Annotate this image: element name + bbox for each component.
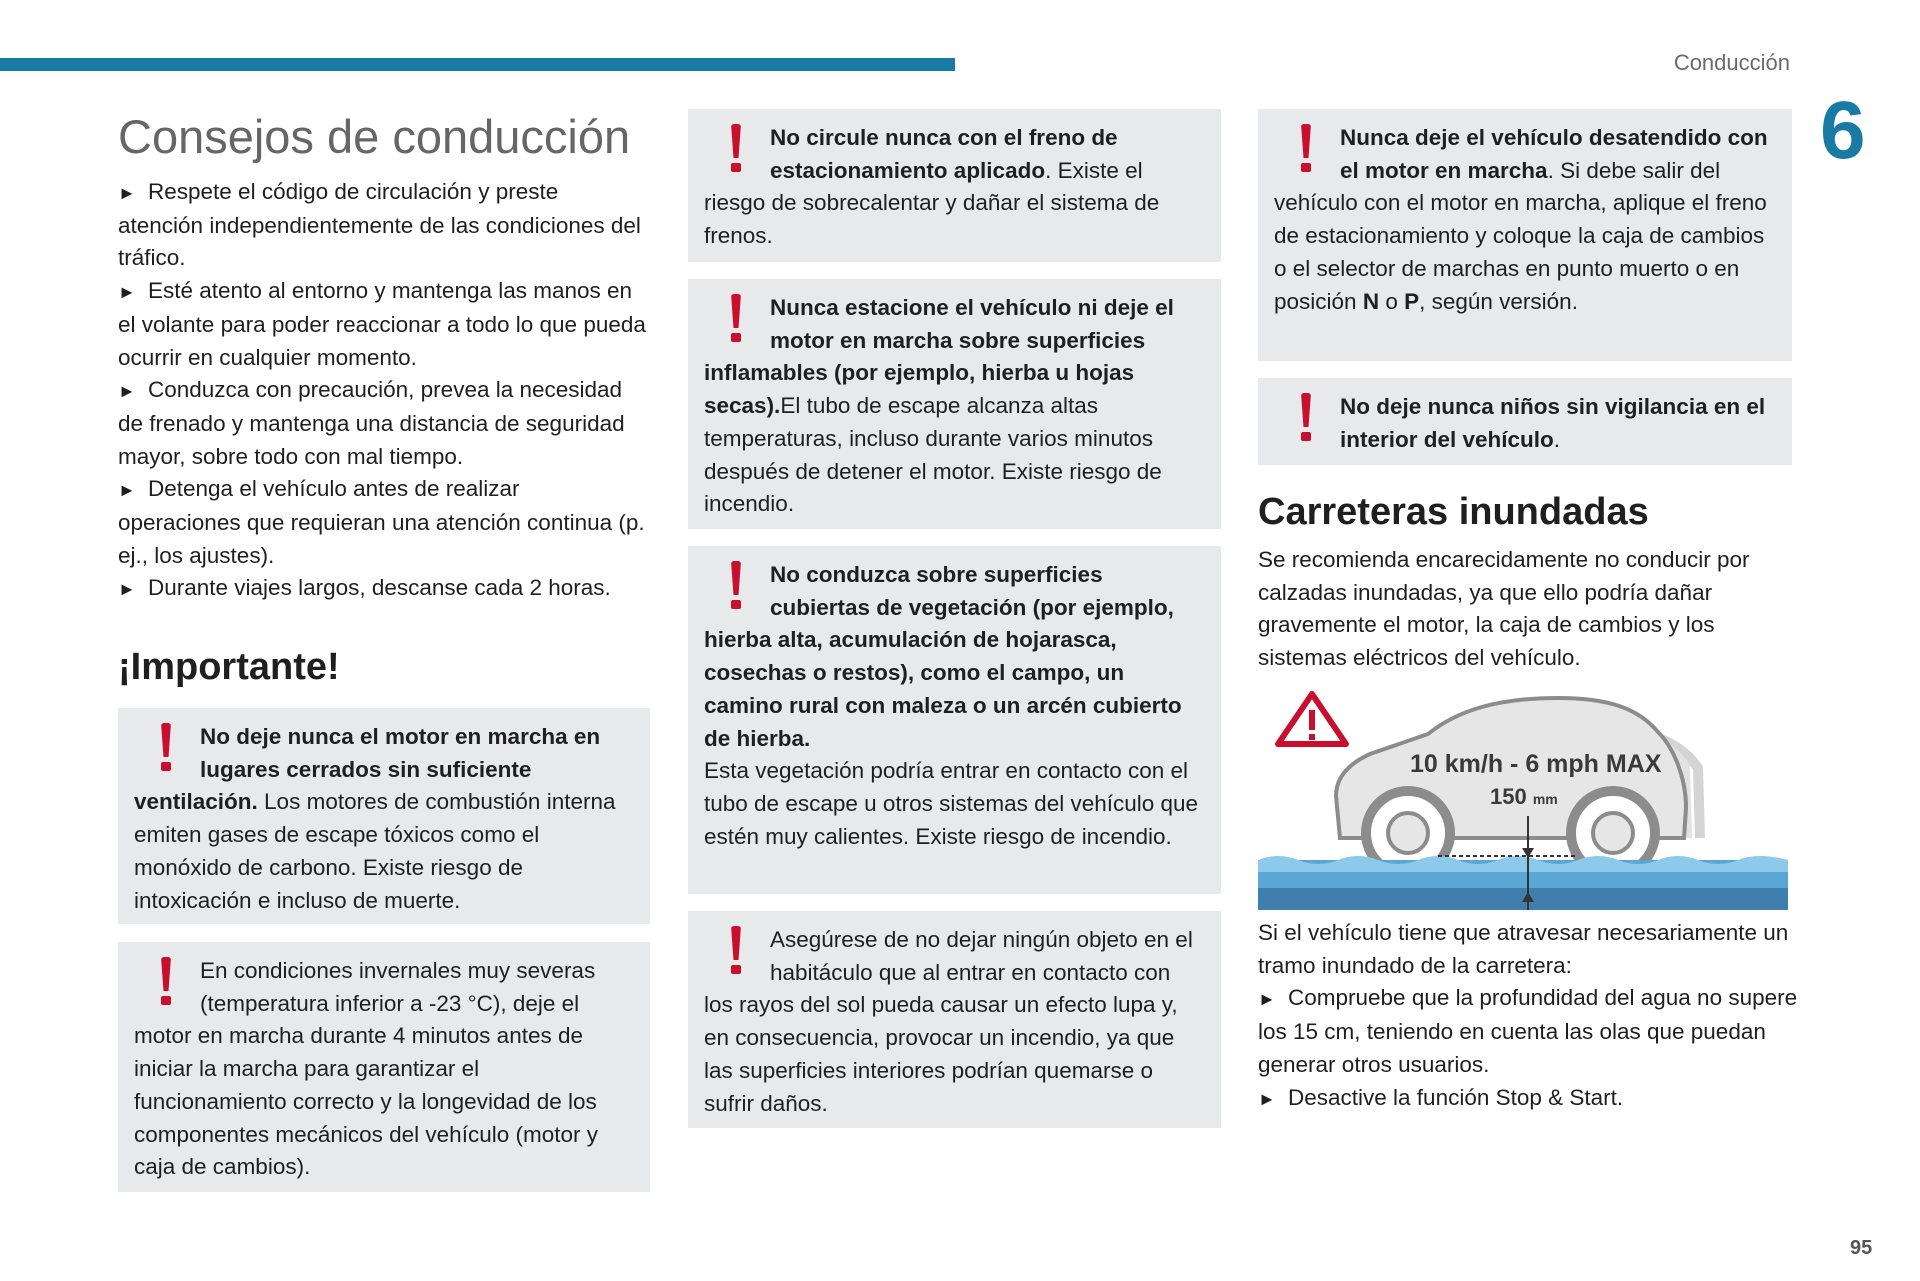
important-heading: ¡Importante! (118, 646, 340, 688)
list-item: ► Conduzca con precaución, prevea la necesidad de frenado y mantenga una distancia de seguridad mayor, sobre todo con mal tiempo. (118, 377, 625, 469)
speed-limit-label: 10 km/h - 6 mph MAX (1410, 750, 1662, 778)
bullet-arrow-icon: ► (118, 183, 136, 203)
warning-box: Asegúrese de no dejar ningún objeto en el habitáculo que al entrar en contacto con los rayos del sol pueda causar un efecto lupa y, en consecuencia, provocar un incendio, ya que las superficies interiores podrían quemarse o sufrir daños. (688, 911, 1221, 1128)
bullet-arrow-icon: ► (1258, 989, 1276, 1010)
warning-box: En condiciones invernales muy severas (temperatura inferior a -23 °C), deje el motor en marcha durante 4 minutos antes de iniciar la marcha para garantizar el funcionamiento correcto y la longevidad de los componentes mecánicos del vehículo (motor y caja de cambios). (118, 942, 650, 1192)
warning-box: No deje nunca el motor en marcha en lugares cerrados sin suficiente ventilación. Los motores de combustión interna emiten gases de escape tóxicos como el monóxido de carbono. Existe riesgo de intoxicación e incluso de muerte. (118, 708, 650, 924)
road-base (1258, 888, 1788, 910)
page-title: Consejos de conducción (118, 110, 631, 163)
header-accent-bar (0, 58, 955, 71)
list-item: ► Respete el código de circulación y preste atención independientemente de las condiciones del tráfico. (118, 179, 641, 271)
list-item: ► Durante viajes largos, descanse cada 2 horas. (118, 572, 648, 606)
page-number: 95 (1850, 1237, 1873, 1259)
exclamation-warning-icon (1290, 124, 1324, 174)
warning-triangle-icon (1278, 694, 1346, 744)
bullet-arrow-icon: ► (118, 282, 136, 303)
list-item: ► Esté atento al entorno y mantenga las manos en el volante para poder reaccionar a todo lo que pueda ocurrir en cualquier momento. (118, 278, 646, 370)
exclamation-warning-icon (720, 561, 754, 611)
section-header: Conducción (1673, 50, 1790, 75)
warning-box: No conduzca sobre superficies cubiertas de vegetación (por ejemplo, hierba alta, acumulación de hojarasca, cosechas o restos), como el campo, un camino rural con maleza o un arcén cubierto de hierba. Esta vegetación podría entrar en contacto con el tubo de escape u otros sistemas del vehículo que estén muy calientes. Existe riesgo de incendio. (688, 546, 1221, 894)
list-item: ► Compruebe que la profundidad del agua no supere los 15 cm, teniendo en cuenta las olas que puedan generar otros usuarios. (1258, 985, 1798, 1077)
exclamation-warning-icon (720, 926, 754, 976)
warning-box: No circule nunca con el freno de estacionamiento aplicado. Existe el riesgo de sobrecalentar y dañar el sistema de frenos. (688, 109, 1221, 262)
exclamation-warning-icon (720, 124, 754, 174)
water-depth-label: 150 mm (1490, 784, 1558, 809)
bullet-arrow-icon: ► (1258, 1088, 1276, 1109)
driving-tips-list (118, 176, 648, 606)
exclamation-warning-icon (1290, 393, 1324, 443)
exclamation-warning-icon (150, 957, 184, 1007)
water-waves (1258, 856, 1788, 872)
bullet-arrow-icon: ► (118, 480, 136, 501)
flood-heading: Carreteras inundadas (1258, 491, 1649, 533)
flood-instructions: Si el vehículo tiene que atravesar necesariamente un tramo inundado de la carretera: ► Compruebe que la profundidad del agua no supere los 15 cm, teniendo en cuenta las olas que puedan generar otros usuarios. ► Desactive la función Stop & Start. (1258, 917, 1798, 1115)
list-item: ► Desactive la función Stop & Start. (1258, 1082, 1798, 1116)
warning-box: Nunca deje el vehículo desatendido con el motor en marcha. Si debe salir del vehículo con el motor en marcha, aplique el freno de estacionamiento y coloque la caja de cambios o el selector de marchas en punto muerto o en posición N o P, según versión. (1258, 109, 1792, 361)
exclamation-warning-icon (720, 294, 754, 344)
flooded-road-illustration (1258, 688, 1788, 910)
exclamation-warning-icon (150, 723, 184, 773)
bullet-arrow-icon: ► (118, 579, 136, 600)
list-item: ► Detenga el vehículo antes de realizar operaciones que requieran una atención continua (p. ej., los ajustes). (118, 476, 645, 568)
warning-box: No deje nunca niños sin vigilancia en el interior del vehículo. (1258, 378, 1792, 465)
flood-intro: Se recomienda encarecidamente no conducir por calzadas inundadas, ya que ello podría dañar gravemente el motor, la caja de cambios y los sistemas eléctricos del vehículo. (1258, 547, 1750, 671)
chapter-number: 6 (1820, 85, 1866, 176)
bullet-arrow-icon: ► (118, 381, 136, 402)
warning-box: Nunca estacione el vehículo ni deje el motor en marcha sobre superficies inflamables (por ejemplo, hierba u hojas secas).El tubo de escape alcanza altas temperaturas, incluso durante varios minutos después de detener el motor. Existe riesgo de incendio. (688, 279, 1221, 529)
